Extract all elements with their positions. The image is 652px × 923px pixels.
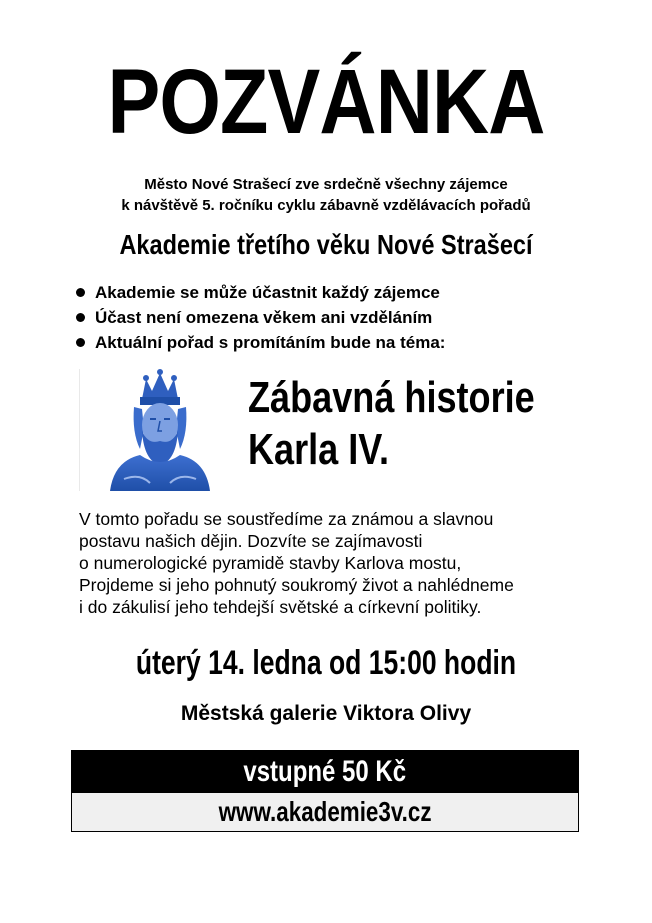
poster-title: POZVÁNKA (107, 51, 545, 153)
program-topic (248, 372, 535, 476)
website-link[interactable] (72, 793, 578, 831)
bullet-item (76, 330, 445, 355)
admission-price (72, 751, 578, 793)
info-bullet-list (76, 280, 445, 355)
description-line: o numerologické pyramidě stavby Karlova mostu, (79, 553, 462, 573)
admission-price-text: vstupné 50 Kč (243, 755, 407, 788)
bullet-dot-icon (76, 313, 85, 322)
info-banner (71, 750, 579, 832)
bullet-text: Aktuální pořad s promítáním bude na téma: (95, 333, 446, 352)
bullet-dot-icon (76, 338, 85, 347)
description-line: Projdeme si jeho pohnutý soukromý život a nahlédneme (79, 575, 514, 595)
topic-line-1: Zábavná historie (248, 373, 535, 422)
program-description (79, 508, 599, 618)
intro-line-1: Město Nové Strašecí zve srdečně všechny zájemce (144, 176, 508, 193)
academy-name: Akademie třetího věku Nové Strašecí (119, 229, 533, 260)
bullet-dot-icon (76, 288, 85, 297)
intro-line-2: k návštěvě 5. ročníku cyklu zábavně vzdělávacích pořadů (121, 197, 531, 214)
bullet-text: Akademie se může účastnit každý zájemce (95, 283, 440, 302)
description-line: postavu našich dějin. Dozvíte se zajímavosti (79, 531, 423, 551)
website-link-text[interactable]: www.akademie3v.cz (218, 796, 432, 827)
description-line: V tomto pořadu se soustředíme za známou a slavnou (79, 509, 494, 529)
invitation-intro (0, 174, 652, 216)
event-date: úterý 14. ledna od 15:00 hodin (135, 644, 517, 682)
topic-line-2: Karla IV. (248, 425, 390, 474)
description-line: i do zákulisí jeho tehdejší světské a církevní politiky. (79, 597, 482, 617)
bullet-item (76, 280, 445, 305)
bullet-text: Účast není omezena věkem ani vzděláním (95, 308, 433, 327)
bullet-item (76, 305, 445, 330)
charles-iv-portrait-image (79, 369, 240, 491)
event-venue: Městská galerie Viktora Olivy (180, 702, 472, 725)
